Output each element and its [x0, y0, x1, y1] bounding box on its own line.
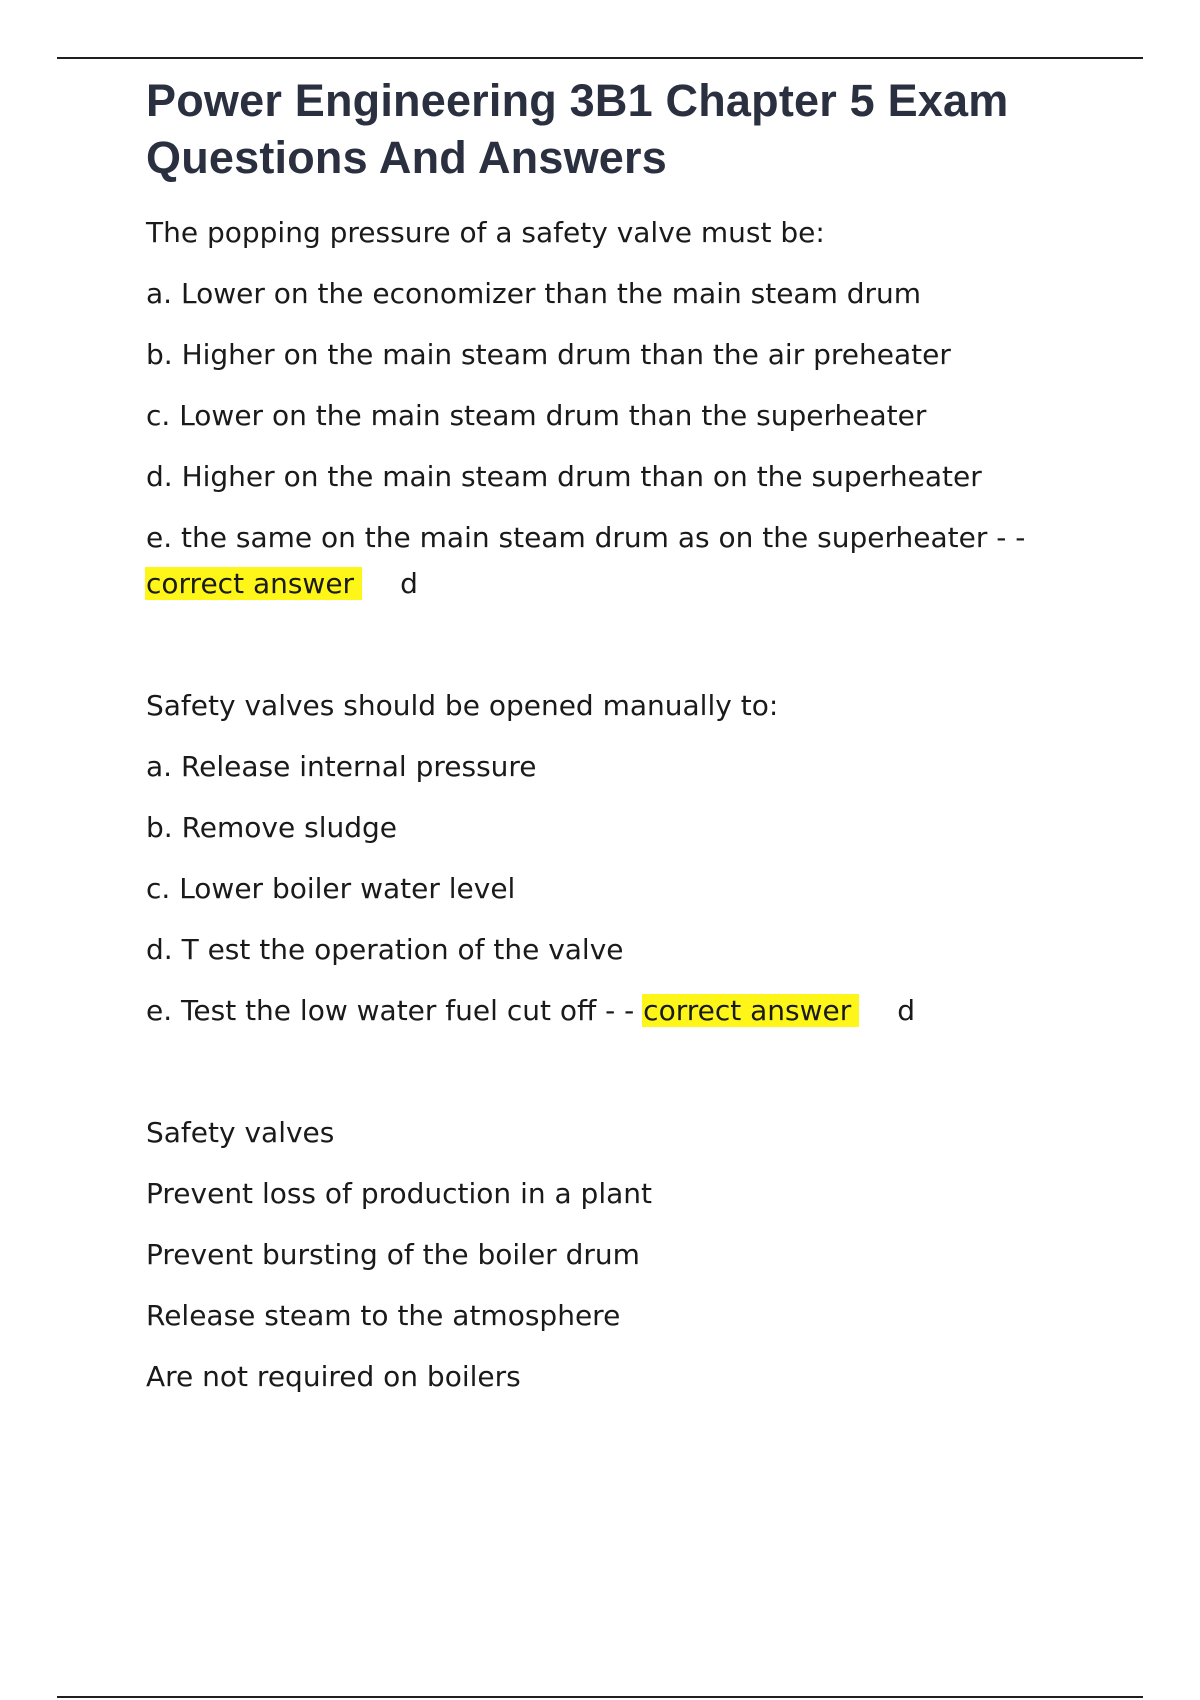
spacer	[146, 1034, 1106, 1110]
option-c: c. Lower on the main steam drum than the superheater	[146, 399, 927, 432]
spacer	[146, 186, 1106, 210]
page-title: Power Engineering 3B1 Chapter 5 Exam Questions And Answers	[146, 75, 1009, 183]
option-e: e. Test the low water fuel cut off - -	[146, 994, 635, 1027]
option-e: e. the same on the main steam drum as on the superheater - -	[146, 521, 1026, 554]
option-2: Prevent bursting of the boiler drum	[146, 1238, 640, 1271]
option-3: Release steam to the atmosphere	[146, 1299, 621, 1332]
question-1	[146, 210, 1106, 607]
bottom-rule	[57, 1696, 1143, 1698]
question-3	[146, 1110, 1106, 1400]
answer-line	[146, 561, 1106, 607]
answer-value: d	[897, 994, 916, 1027]
question-stem: The popping pressure of a safety valve must be:	[146, 216, 825, 249]
option-d: d. Higher on the main steam drum than on the superheater	[146, 460, 982, 493]
document-body	[146, 72, 1106, 1400]
option-4: Are not required on boilers	[146, 1360, 521, 1393]
option-e-with-answer	[146, 988, 1106, 1034]
correct-answer-highlight: correct answer	[642, 994, 859, 1027]
option-b: b. Higher on the main steam drum than the air preheater	[146, 338, 951, 371]
question-2	[146, 683, 1106, 1034]
question-stem: Safety valves should be opened manually to:	[146, 689, 779, 722]
question-stem: Safety valves	[146, 1116, 335, 1149]
answer-value: d	[400, 567, 418, 600]
option-a: a. Release internal pressure	[146, 750, 537, 783]
option-a: a. Lower on the economizer than the main steam drum	[146, 277, 922, 310]
correct-answer-highlight: correct answer	[145, 567, 362, 600]
option-d: d. T est the operation of the valve	[146, 933, 624, 966]
top-rule	[57, 57, 1143, 59]
option-c: c. Lower boiler water level	[146, 872, 516, 905]
option-b: b. Remove sludge	[146, 811, 397, 844]
spacer	[146, 607, 1106, 683]
option-1: Prevent loss of production in a plant	[146, 1177, 652, 1210]
